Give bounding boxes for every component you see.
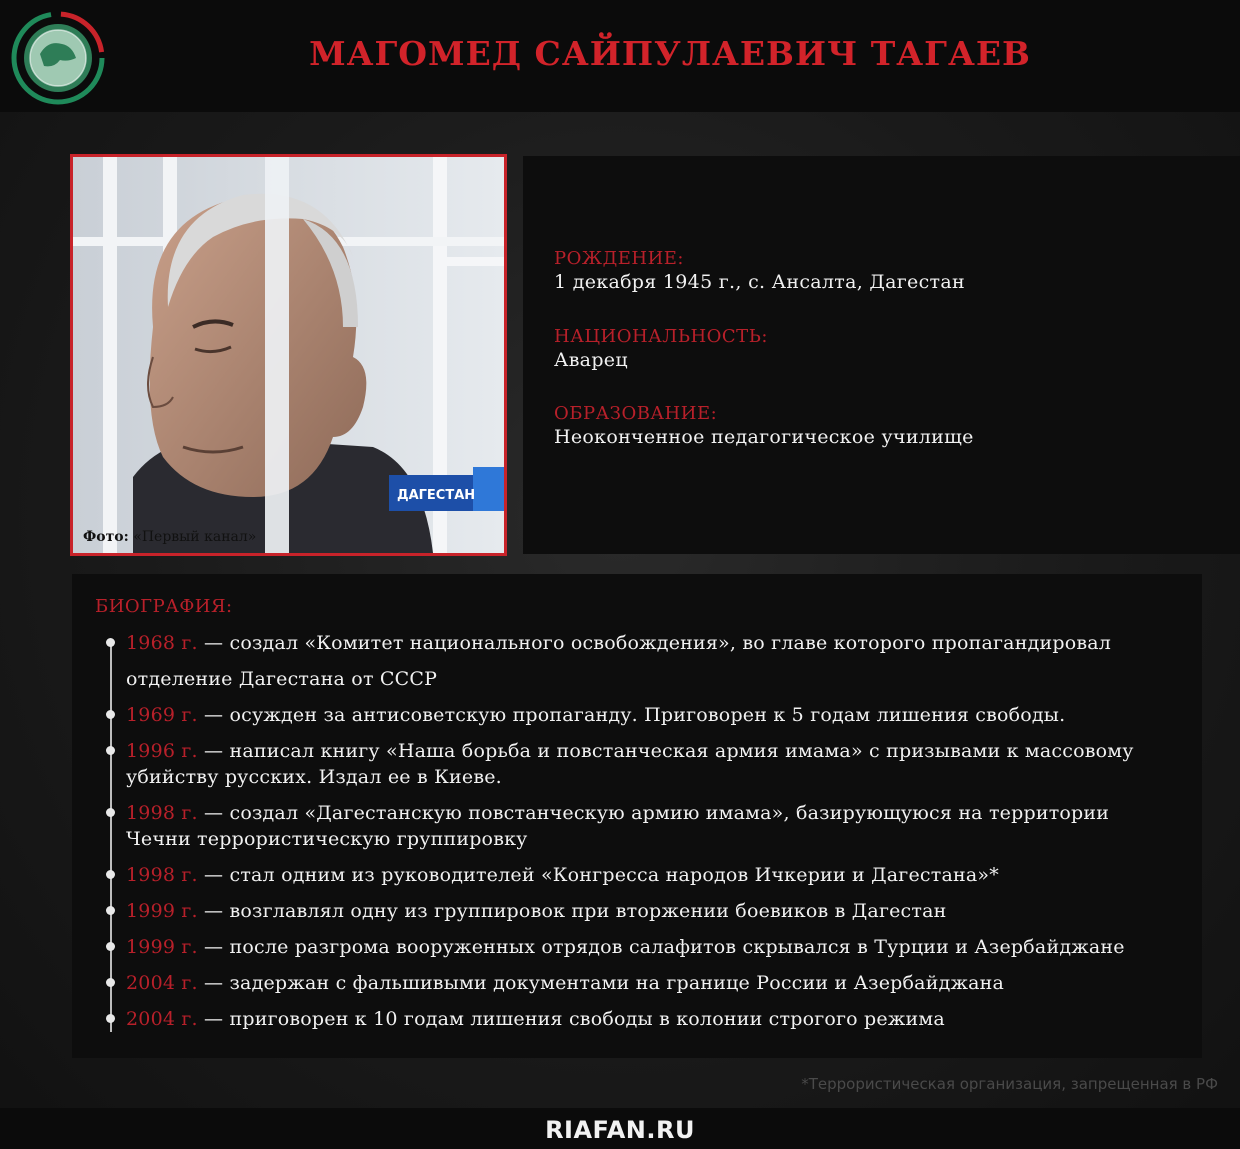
timeline-line <box>110 642 112 1032</box>
timeline-text: — создал «Комитет национального освобождения», во главе которого пропагандировал <box>197 632 1112 654</box>
info-panel <box>523 156 1240 554</box>
photo-credit-label: Фото: <box>83 529 129 545</box>
biography-title: БИОГРАФИЯ: <box>95 596 233 617</box>
timeline-text: — приговорен к 10 годам лишения свободы в колонии строгого режима <box>197 1008 945 1030</box>
timeline-dot <box>106 710 115 719</box>
biography-panel <box>72 574 1202 1058</box>
photo-credit-source: «Первый канал» <box>133 529 257 545</box>
timeline-dot <box>106 808 115 817</box>
timeline-item <box>126 862 1186 888</box>
info-label: ОБРАЗОВАНИЕ: <box>554 403 718 424</box>
timeline-item <box>126 630 1186 692</box>
info-education <box>554 403 974 448</box>
timeline-dot <box>106 1014 115 1023</box>
info-value: Неоконченное педагогическое училище <box>554 426 974 448</box>
timeline-dot <box>106 746 115 755</box>
timeline-year: 1998 г. <box>126 864 198 886</box>
info-nationality <box>554 326 768 371</box>
timeline-year: 2004 г. <box>126 1008 198 1030</box>
timeline-item <box>126 1006 1186 1032</box>
timeline-dot <box>106 638 115 647</box>
timeline-year: 1996 г. <box>126 740 198 762</box>
timeline-dot <box>106 906 115 915</box>
timeline-text-continued: Чечни террористическую группировку <box>126 828 528 850</box>
timeline-text-continued: отделение Дагестана от СССР <box>126 668 438 690</box>
timeline-year: 1998 г. <box>126 802 198 824</box>
tv-caption: ДАГЕСТАН <box>397 488 476 503</box>
timeline-dot <box>106 942 115 951</box>
timeline-dot <box>106 978 115 987</box>
info-label: НАЦИОНАЛЬНОСТЬ: <box>554 326 768 347</box>
timeline-year: 1999 г. <box>126 936 198 958</box>
timeline-year: 1968 г. <box>126 632 198 654</box>
timeline-item <box>126 934 1186 960</box>
info-value: Аварец <box>554 349 628 371</box>
info-value: 1 декабря 1945 г., с. Ансалта, Дагестан <box>554 271 965 293</box>
footer-bar <box>0 1108 1240 1149</box>
timeline-dot <box>106 870 115 879</box>
timeline-year: 1969 г. <box>126 704 198 726</box>
timeline-text-continued: убийству русских. Издал ее в Киеве. <box>126 766 502 788</box>
timeline-item <box>126 970 1186 996</box>
footnote: *Террористическая организация, запрещенная в РФ <box>801 1075 1218 1093</box>
timeline-text: — создал «Дагестанскую повстанческую армию имама», базирующуюся на территории <box>197 802 1110 824</box>
timeline-item <box>126 898 1186 924</box>
site-name[interactable]: RIAFAN.RU <box>545 1116 695 1144</box>
page-title: МАГОМЕД САЙПУЛАЕВИЧ ТАГАЕВ <box>309 34 1031 73</box>
timeline-year: 1999 г. <box>126 900 198 922</box>
timeline-text: — осужден за антисоветскую пропаганду. Приговорен к 5 годам лишения свободы. <box>197 704 1066 726</box>
info-label: РОЖДЕНИЕ: <box>554 248 684 269</box>
timeline-text: — написал книгу «Наша борьба и повстанческая армия имама» с призывами к массовому <box>197 740 1134 762</box>
timeline-text: — после разгрома вооруженных отрядов салафитов скрывался в Турции и Азербайджане <box>197 936 1125 958</box>
photo-credit <box>83 529 256 545</box>
timeline-item <box>126 702 1186 728</box>
timeline-year: 2004 г. <box>126 972 198 994</box>
timeline-item <box>126 800 1186 852</box>
info-birth <box>554 248 965 293</box>
portrait-photo <box>70 154 507 556</box>
header-bar <box>0 0 1240 112</box>
timeline-text: — возглавлял одну из группировок при вторжении боевиков в Дагестан <box>197 900 947 922</box>
timeline-item <box>126 738 1186 790</box>
timeline-text: — задержан с фальшивыми документами на границе России и Азербайджана <box>197 972 1005 994</box>
timeline-text: — стал одним из руководителей «Конгресса народов Ичкерии и Дагестана»* <box>197 864 999 886</box>
globe-emblem-icon <box>10 10 106 106</box>
